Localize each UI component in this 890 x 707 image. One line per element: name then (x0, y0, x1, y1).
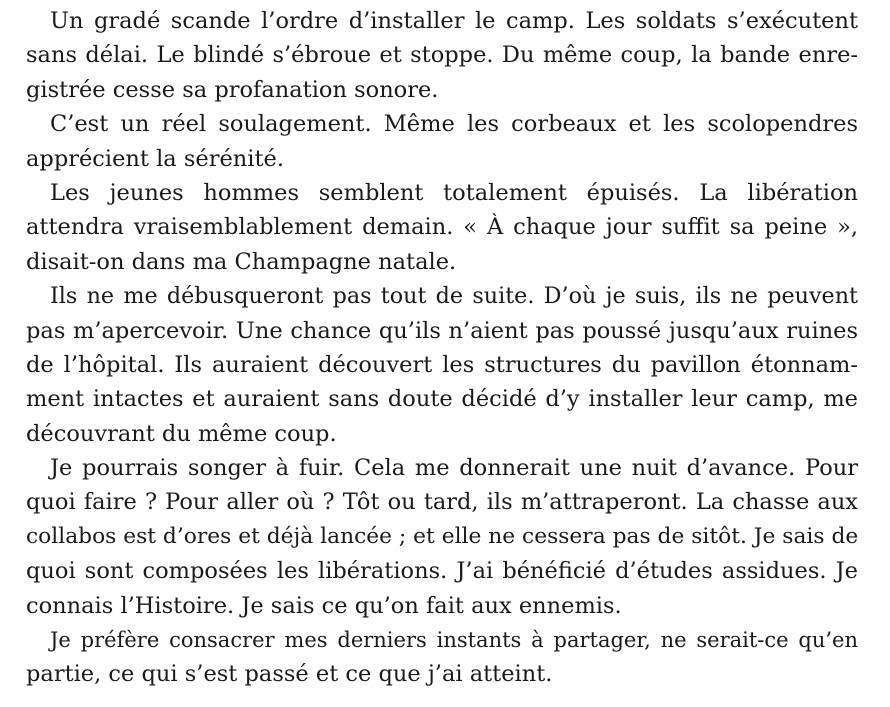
text-line: collabos est d’ores et déjà lancée ; et elle ne cessera pas de sitôt. Je sais de (26, 523, 859, 549)
text-line: gistrée cesse sa profanation sonore. (26, 76, 439, 103)
text-line: Je pourrais songer à fuir. Cela me donnerait une nuit d’avance. Pour (50, 455, 858, 482)
paragraph (26, 451, 858, 623)
text-line: Un gradé scande l’ordre d’installer le camp. Les soldats s’exécutent (50, 8, 858, 34)
paragraph (26, 176, 858, 279)
text-line: sans délai. Le blindé s’ébroue et stoppe. Du même coup, la bande enre- (26, 42, 858, 69)
text-line: Je préfère consacrer mes derniers instants à partager, ne serait-ce qu’en (50, 628, 858, 653)
text-line: quoi faire ? Pour aller où ? Tôt ou tard, ils m’attraperont. La chasse aux (26, 489, 858, 516)
text-line: de l’hôpital. Ils auraient découvert les structures du pavillon étonnam- (26, 351, 858, 378)
text-line: C’est un réel soulagement. Même les corbeaux et les scolopendres (50, 111, 858, 138)
text-line: partie, ce qui s’est passé et ce que j’ai atteint. (26, 661, 553, 688)
paragraph (26, 107, 858, 176)
text-line: apprécient la sérénité. (26, 145, 284, 172)
text-line: connais l’Histoire. Je sais ce qu’on fait aux ennemis. (26, 592, 622, 619)
paragraph (26, 4, 858, 107)
text-line: quoi sont composées les libérations. J’ai bénéficié d’études assidues. Je (26, 558, 858, 585)
paragraph (26, 279, 858, 451)
text-line: attendra vraisemblablement demain. « À chaque jour suffit sa peine », (26, 214, 858, 241)
paragraph (26, 623, 858, 692)
document-page (26, 4, 858, 692)
text-line: découvrant du même coup. (26, 420, 337, 447)
text-line: pas m’apercevoir. Une chance qu’ils n’aient pas poussé jusqu’aux ruines (26, 317, 858, 344)
text-line: Ils ne me débusqueront pas tout de suite. D’où je suis, ils ne peuvent (50, 283, 858, 310)
text-line: Les jeunes hommes semblent totalement épuisés. La libération (50, 179, 858, 206)
text-line: ment intactes et auraient sans doute décidé d’y installer leur camp, me (26, 386, 858, 413)
text-line: disait-on dans ma Champagne natale. (26, 248, 457, 275)
